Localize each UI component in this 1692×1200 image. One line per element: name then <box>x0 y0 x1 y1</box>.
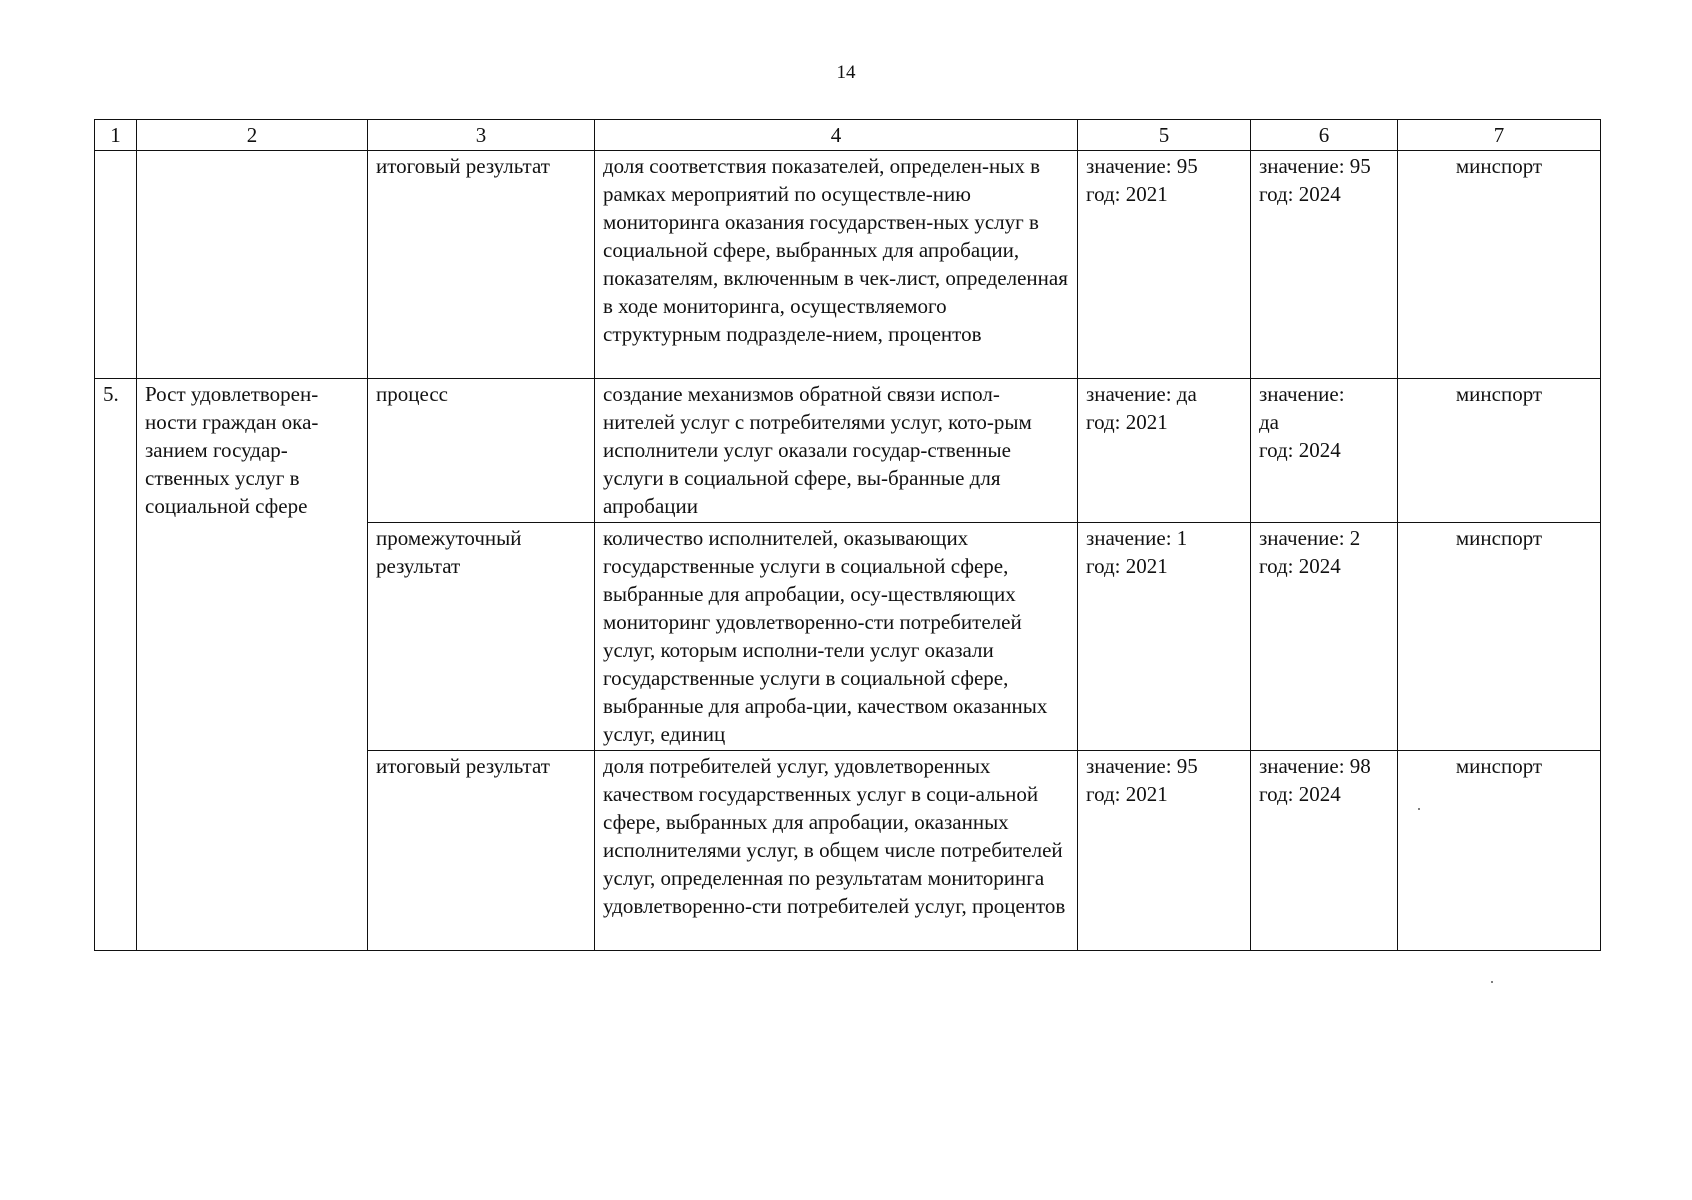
column-header: 4 <box>595 120 1078 151</box>
executor-cell: минспорт <box>1398 379 1601 523</box>
page-number: 14 <box>836 62 856 83</box>
column-header: 3 <box>368 120 595 151</box>
target-value-cell: значение: да год: 2024 <box>1251 379 1398 523</box>
scan-speck <box>1491 981 1493 983</box>
executor-cell: минспорт <box>1398 523 1601 751</box>
header-row <box>95 120 1601 151</box>
target-value-cell: значение: 98 год: 2024 <box>1251 751 1398 951</box>
table-row <box>95 151 1601 379</box>
result-type-cell: промежуточный результат <box>368 523 595 751</box>
target-value-cell: значение: 95 год: 2024 <box>1251 151 1398 379</box>
target-value-cell: значение: 2 год: 2024 <box>1251 523 1398 751</box>
task-cell <box>137 151 368 379</box>
base-value-cell: значение: да год: 2021 <box>1078 379 1251 523</box>
result-type-cell: итоговый результат <box>368 751 595 951</box>
base-value-cell: значение: 1 год: 2021 <box>1078 523 1251 751</box>
column-header: 2 <box>137 120 368 151</box>
indicator-cell: доля соответствия показателей, определен-ных в рамках мероприятий по осуществле-нию мониторинга оказания государствен-ных услуг в социальной сфере, выбранных для апробации, показателям, включенным в чек-лист, определенная в ходе мониторинга, осуществляемого структурным подразделе-нием, процентов <box>595 151 1078 379</box>
result-type-cell: итоговый результат <box>368 151 595 379</box>
base-value-cell: значение: 95 год: 2021 <box>1078 151 1251 379</box>
table-row <box>95 379 1601 523</box>
result-type-cell: процесс <box>368 379 595 523</box>
indicators-table <box>94 119 1601 951</box>
indicator-cell: создание механизмов обратной связи испол-нителей услуг с потребителями услуг, кото-рым исполнители услуг оказали государ-ственные услуги в социальной сфере, вы-бранные для апробации <box>595 379 1078 523</box>
column-header: 7 <box>1398 120 1601 151</box>
column-header: 6 <box>1251 120 1398 151</box>
row-number-cell: 5. <box>95 379 137 951</box>
executor-cell: минспорт <box>1398 151 1601 379</box>
scan-speck <box>1418 808 1420 810</box>
indicator-cell: доля потребителей услуг, удовлетворенных качеством государственных услуг в соци-альной сфере, выбранных для апробации, оказанных исполнителями услуг, в общем числе потребителей услуг, определенная по результатам мониторинга удовлетворенно-сти потребителей услуг, процентов <box>595 751 1078 951</box>
base-value-cell: значение: 95 год: 2021 <box>1078 751 1251 951</box>
column-header: 5 <box>1078 120 1251 151</box>
executor-cell: минспорт <box>1398 751 1601 951</box>
row-number-cell <box>95 151 137 379</box>
indicator-cell: количество исполнителей, оказывающих государственные услуги в социальной сфере, выбранные для апробации, осу-ществляющих мониторинг удовлетворенно-сти потребителей услуг, которым исполни-тели услуг оказали государственные услуги в социальной сфере, выбранные для апроба-ции, качеством оказанных услуг, единиц <box>595 523 1078 751</box>
task-cell: Рост удовлетворен-ности граждан ока-занием государ-ственных услуг в социальной сфере <box>137 379 368 951</box>
column-header: 1 <box>95 120 137 151</box>
